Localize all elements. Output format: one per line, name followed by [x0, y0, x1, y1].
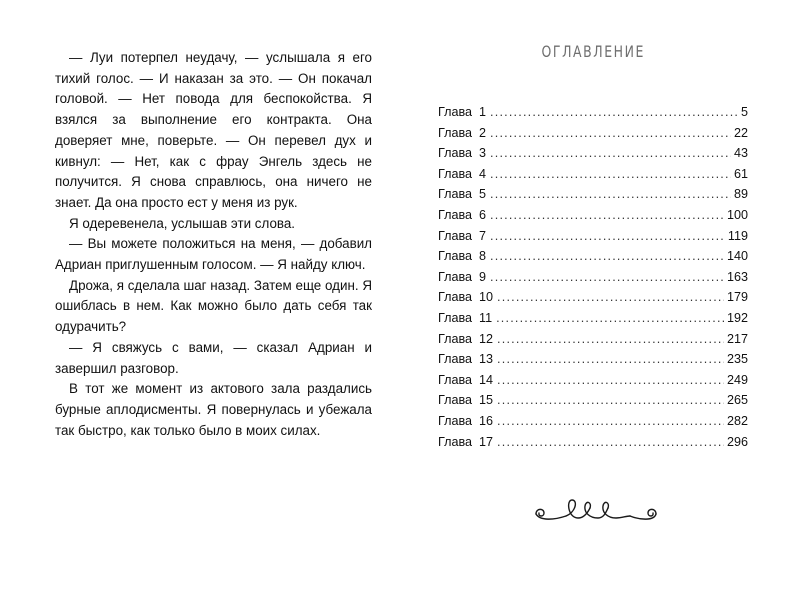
- toc-entry-number: 5: [479, 187, 487, 202]
- toc-entry-number: 10: [479, 290, 494, 305]
- toc-entry-label: Глава: [438, 269, 473, 284]
- paragraph: Я одеревенела, услышав эти слова.: [69, 215, 296, 231]
- toc-entry-page: 22: [733, 125, 748, 140]
- toc-entry-label: Глава: [438, 228, 473, 243]
- toc-entry-label: Глава: [438, 352, 473, 367]
- toc-entry-number: 6: [479, 207, 487, 222]
- paragraph: В тот же момент из актового зала раздались бурные аплодисменты. Я повернулась и убежала так быстро, как только было в моих силах.: [55, 381, 372, 438]
- toc-entry-number: 15: [479, 393, 494, 408]
- toc-entry-page: 163: [726, 269, 748, 284]
- toc-entry-page: 265: [726, 393, 748, 408]
- toc-entry-page: 89: [733, 187, 748, 202]
- toc-entry-number: 8: [479, 249, 487, 264]
- toc-entry-number: 13: [479, 352, 494, 367]
- toc-entry-label: Глава: [438, 249, 473, 264]
- toc-entry-page: 282: [726, 413, 748, 428]
- toc-dot-leader: [490, 105, 738, 119]
- table-of-contents: [438, 105, 748, 455]
- toc-entry-page: 140: [726, 249, 748, 264]
- toc-entry: [438, 229, 748, 250]
- toc-entry: [438, 332, 748, 353]
- paragraph: — Вы можете положиться на меня, — добавил Адриан приглушенным голосом. — Я найду ключ.: [55, 236, 372, 273]
- toc-dot-leader: [497, 393, 724, 407]
- toc-entry-label: Глава: [438, 434, 473, 449]
- toc-dot-leader: [490, 146, 731, 160]
- toc-entry-page: 100: [726, 207, 748, 222]
- toc-entry: [438, 146, 748, 167]
- toc-dot-leader: [490, 167, 731, 181]
- toc-entry: [438, 105, 748, 126]
- toc-dot-leader: [490, 249, 724, 263]
- toc-entry: [438, 167, 748, 188]
- toc-entry-label: Глава: [438, 290, 473, 305]
- toc-dot-leader: [497, 332, 724, 346]
- toc-dot-leader: [497, 290, 724, 304]
- toc-entry-number: 14: [479, 372, 494, 387]
- toc-title: ОГЛАВЛЕНИЕ: [541, 42, 645, 61]
- flourish-ornament-icon: [532, 494, 660, 532]
- toc-entry-page: 61: [733, 166, 748, 181]
- toc-entry-label: Глава: [438, 125, 473, 140]
- toc-entry: [438, 414, 748, 435]
- toc-entry-label: Глава: [438, 166, 473, 181]
- toc-entry: [438, 270, 748, 291]
- toc-entry: [438, 290, 748, 311]
- toc-entry: [438, 126, 748, 147]
- toc-entry-label: Глава: [438, 331, 473, 346]
- toc-entry: [438, 393, 748, 414]
- toc-entry-label: Глава: [438, 413, 473, 428]
- toc-entry-page: 192: [726, 310, 748, 325]
- toc-entry-label: Глава: [438, 310, 473, 325]
- toc-dot-leader: [497, 373, 724, 387]
- toc-entry-label: Глава: [438, 187, 473, 202]
- paragraph: Дрожа, я сделала шаг назад. Затем еще один. Я ошиблась в нем. Как можно было дать себя так одурачить?: [55, 277, 372, 335]
- toc-entry: [438, 208, 748, 229]
- toc-entry-label: Глава: [438, 105, 473, 119]
- toc-dot-leader: [490, 187, 731, 201]
- toc-dot-leader: [490, 126, 731, 140]
- toc-entry-number: 3: [479, 146, 487, 161]
- toc-entry-page: 179: [726, 290, 748, 305]
- toc-entry-number: 7: [479, 228, 487, 243]
- toc-entry: [438, 373, 748, 394]
- toc-entry-number: 11: [479, 310, 493, 325]
- paragraph: — Я свяжусь с вами, — сказал Адриан и завершил разговор.: [55, 339, 372, 376]
- toc-entry-page: 43: [733, 146, 748, 161]
- toc-entry-number: 1: [479, 105, 487, 119]
- toc-entry-number: 16: [479, 413, 494, 428]
- toc-entry-number: 4: [479, 166, 487, 181]
- toc-dot-leader: [490, 208, 724, 222]
- toc-entry-page: 217: [726, 331, 748, 346]
- toc-entry-label: Глава: [438, 146, 473, 161]
- toc-entry-page: 296: [726, 434, 748, 449]
- toc-dot-leader: [490, 229, 725, 243]
- toc-entry-label: Глава: [438, 393, 473, 408]
- left-page-text: [55, 48, 372, 441]
- toc-entry-page: 119: [727, 228, 748, 243]
- toc-dot-leader: [497, 352, 724, 366]
- toc-entry-number: 9: [479, 269, 487, 284]
- toc-dot-leader: [496, 311, 724, 325]
- toc-entry: [438, 435, 748, 456]
- toc-entry: [438, 249, 748, 270]
- paragraph: — Луи потерпел неудачу, — услышала я его тихий голос. — И наказан за это. — Он покачал головой. — Нет повода для беспокойства. Я взялся за выполнение его контракта. Она доверяет мне, поверьте. — Он перевел дух и кивнул: — Нет, как с фрау Энгель здесь не получится. Я снова справлюсь, она ничего не знает. Да она просто ест у меня из рук.: [55, 50, 372, 210]
- toc-entry-number: 17: [479, 434, 494, 449]
- toc-entry-number: 2: [479, 125, 487, 140]
- toc-dot-leader: [497, 435, 724, 449]
- toc-entry: [438, 352, 748, 373]
- toc-dot-leader: [497, 414, 724, 428]
- toc-entry-page: 5: [740, 105, 748, 119]
- toc-entry-number: 12: [479, 331, 494, 346]
- toc-entry-page: 235: [726, 352, 748, 367]
- toc-entry-label: Глава: [438, 207, 473, 222]
- toc-entry-page: 249: [726, 372, 748, 387]
- toc-entry-label: Глава: [438, 372, 473, 387]
- toc-entry: [438, 311, 748, 332]
- toc-dot-leader: [490, 270, 724, 284]
- toc-entry: [438, 187, 748, 208]
